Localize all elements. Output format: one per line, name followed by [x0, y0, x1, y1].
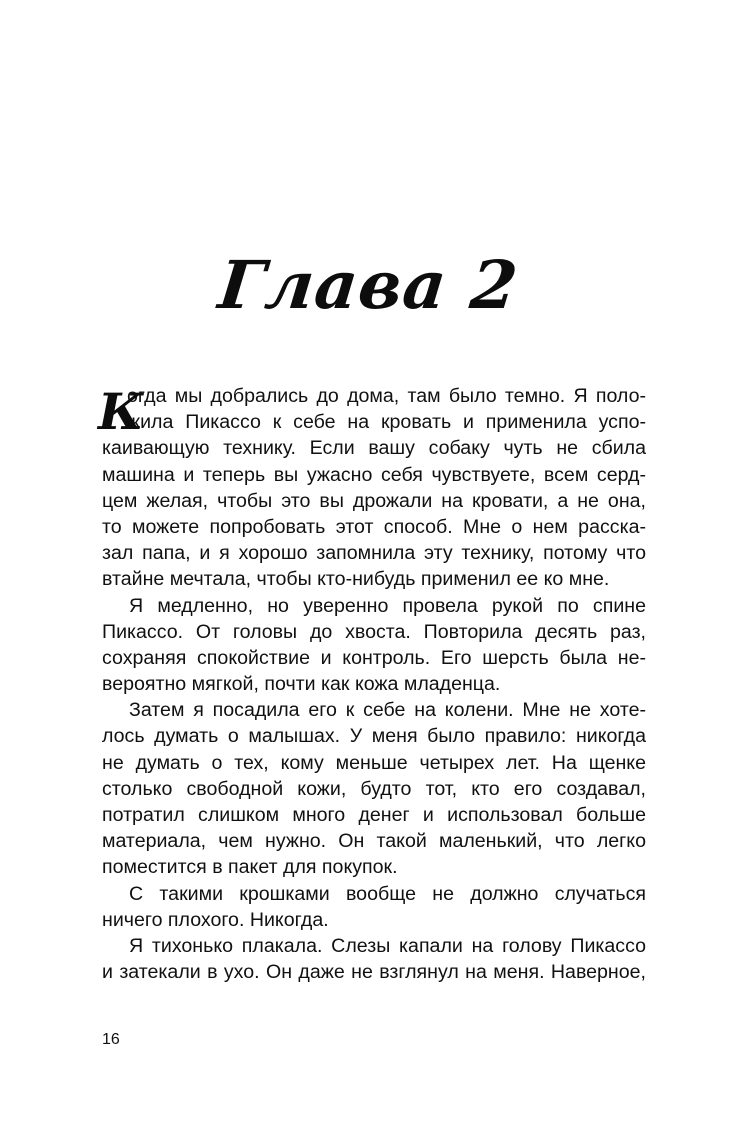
text-line: С такими крошками вообще не должно случаться	[129, 882, 646, 905]
text-line: то можете попробовать этот способ. Мне о нем расска-	[102, 515, 646, 538]
text-line: зал папа, и я хорошо запомнила эту технику, потому что	[102, 542, 646, 565]
text-line: Я тихонько плакала. Слезы капали на голову Пикассо	[129, 934, 646, 957]
text-line: и затекали в ухо. Он даже не взглянул на меня. Наверное,	[102, 961, 646, 984]
text-line: Затем я посадила его к себе на колени. Мне не хоте-	[129, 699, 646, 722]
text-line: не думать о тех, кому меньше четырех лет. На щенке	[102, 751, 646, 774]
text-line: цем желая, чтобы это вы дрожали на кровати, а не она,	[102, 489, 646, 512]
drop-cap: К	[98, 382, 144, 441]
text-line: вероятно мягкой, почти как кожа младенца.	[102, 673, 501, 696]
text-line: материала, чем нужно. Он такой маленький, что легко	[102, 830, 646, 853]
text-line: сохраняя спокойствие и контроль. Его шерсть была не-	[102, 646, 646, 669]
body-text	[98, 382, 646, 985]
chapter-title: Глава 2	[215, 246, 522, 324]
text-line: втайне мечтала, чтобы кто-нибудь применил ее ко мне.	[102, 568, 610, 591]
text-line: Я медленно, но уверенно провела рукой по спине	[129, 594, 646, 617]
text-line: потратил слишком много денег и использовал больше	[102, 804, 646, 826]
text-line: ничего плохого. Никогда.	[102, 908, 329, 931]
text-line: лось думать о малышах. У меня было правило: никогда	[102, 725, 646, 748]
text-line: Пикассо. От головы до хвоста. Повторила десять раз,	[102, 620, 646, 643]
text-line: жила Пикассо к себе на кровать и применила успо-	[127, 411, 646, 434]
text-line: огда мы добрались до дома, там было темно. Я поло-	[127, 385, 646, 407]
text-line: каивающую технику. Если вашу собаку чуть не сбила	[102, 437, 646, 460]
page-number: 16	[102, 1031, 120, 1048]
text-line: столько свободной кожи, будто тот, кто его создавал,	[102, 777, 646, 800]
text-line: поместится в пакет для покупок.	[102, 856, 398, 879]
text-line: машина и теперь вы ужасно себя чувствуете, всем серд-	[102, 463, 646, 486]
